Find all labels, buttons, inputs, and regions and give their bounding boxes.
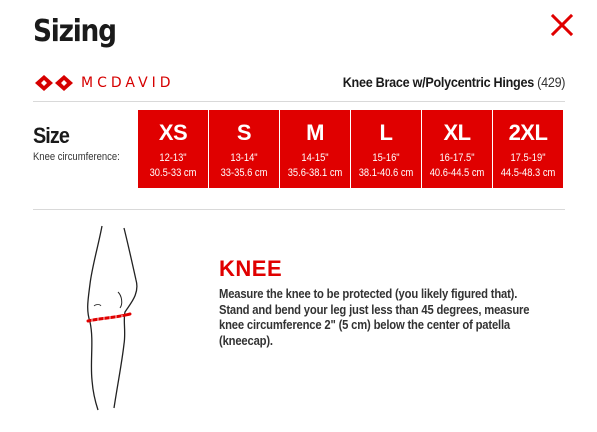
size-cm: 33-35.6 cm (220, 167, 268, 179)
size-cm: 44.5-48.3 cm (500, 167, 556, 179)
size-cm: 40.6-44.5 cm (429, 167, 485, 179)
size-inches: 17.5-19" (510, 152, 546, 164)
size-name: XS (158, 120, 188, 145)
section-heading: KNEE (219, 256, 283, 281)
size-name: S (236, 120, 252, 145)
product-code: (429) (536, 74, 565, 90)
size-inches: 12-13" (159, 152, 187, 164)
measurement-label: Knee circumference: (33, 151, 120, 163)
size-inches: 15-16" (372, 152, 400, 164)
size-option-l[interactable] (351, 110, 421, 188)
brand-row (33, 70, 565, 98)
measurement-instructions: Measure the knee to be protected (you likely figured that). Stand and bend your leg just less than 45 degrees, measure knee circumference 2" (5 cm) below the center of patella (kneecap). (219, 287, 530, 348)
close-icon[interactable] (549, 12, 575, 38)
size-name: XL (443, 120, 471, 145)
size-name: M (306, 120, 324, 145)
size-inches: 14-15" (301, 152, 329, 164)
size-cm: 38.1-40.6 cm (358, 167, 414, 179)
size-option-xl[interactable] (422, 110, 492, 188)
size-name: L (379, 120, 393, 145)
size-label: Size (33, 123, 70, 148)
size-inches: 13-14" (230, 152, 258, 164)
size-name: 2XL (508, 120, 548, 145)
size-option-2xl[interactable] (493, 110, 563, 188)
size-cm: 30.5-33 cm (149, 167, 197, 179)
knee-illustration (70, 222, 180, 412)
size-inches: 16-17.5" (439, 152, 475, 164)
size-cm: 35.6-38.1 cm (287, 167, 343, 179)
size-option-xs[interactable] (138, 110, 208, 188)
page-title: Sizing (33, 14, 116, 49)
brand-name: MCDAVID (81, 75, 175, 91)
mcdavid-logo-mark-icon (33, 73, 75, 93)
divider-top (33, 101, 565, 102)
divider-bottom (33, 209, 565, 210)
product-name: Knee Brace w/Polycentric Hinges (342, 74, 534, 90)
size-option-s[interactable] (209, 110, 279, 188)
brand-logo (33, 73, 205, 93)
size-option-m[interactable] (280, 110, 350, 188)
product-title (342, 74, 565, 90)
